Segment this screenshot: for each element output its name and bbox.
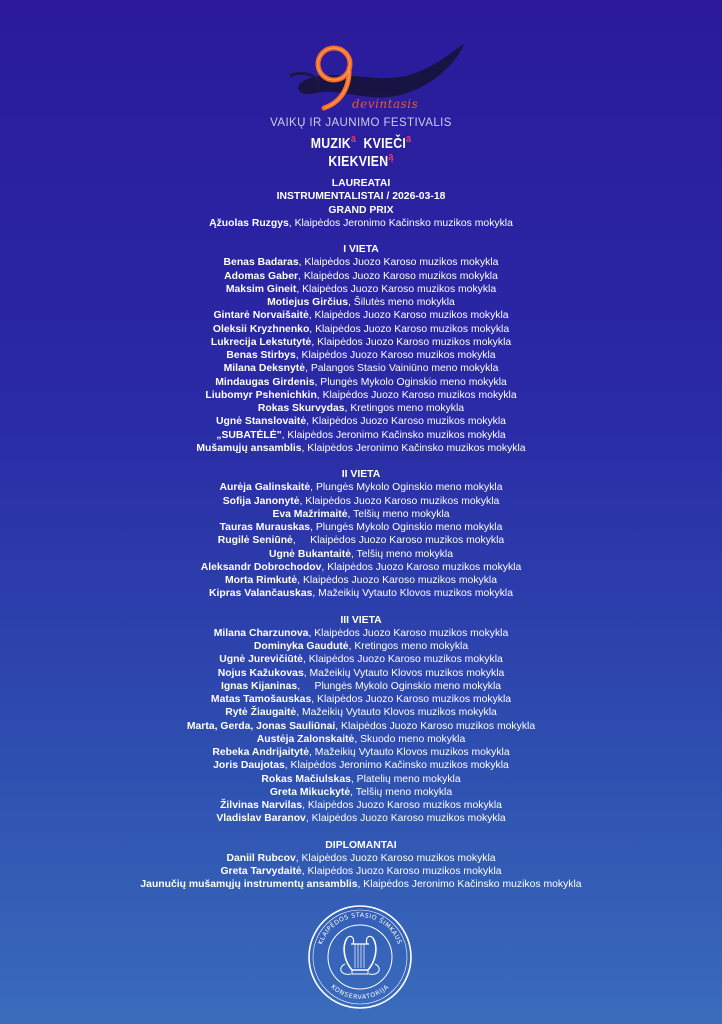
laureate-name: „SUBATĖLĖ" <box>216 429 282 441</box>
laureate-name: Liubomyr Pshenichkin <box>205 389 317 401</box>
list-item <box>0 786 722 799</box>
section-title: I VIETA <box>343 244 379 255</box>
laureate-name: Milana Charzunova <box>213 627 309 639</box>
laureate-name: Vladislav Baranov <box>216 813 306 825</box>
laureate-school: , Mažeikių Vytauto Klovos muzikos mokykla <box>312 588 513 600</box>
laureate-school: , Šilutės meno mokykla <box>348 297 455 308</box>
list-item <box>0 574 722 587</box>
laureate-school: , Klaipėdos Juozo Karoso muzikos mokykla <box>311 336 512 348</box>
list-item <box>0 256 722 269</box>
list-item <box>0 548 722 561</box>
page-title: LAUREATAI <box>331 178 391 189</box>
laureate-school: , Klaipėdos Juozo Karoso muzikos mokykla <box>298 257 499 269</box>
laureate-school: , Telšių meno mokykla <box>350 548 453 560</box>
list-item <box>0 812 722 825</box>
laureate-name: Adomas Gaber <box>224 270 299 282</box>
list-item <box>0 217 722 230</box>
list-item <box>0 349 722 362</box>
section-title: DIPLOMANTAI <box>325 839 397 851</box>
laureate-name: Ugnė Bukantaitė <box>268 548 351 560</box>
list-item <box>0 309 722 322</box>
laureate-school: , Klaipėdos Juozo Karoso muzikos mokykla <box>301 866 502 877</box>
laureate-name: Nojus Kažukovas <box>217 667 304 679</box>
laureate-school: , Platelių meno mokykla <box>350 773 461 785</box>
list-item <box>0 746 722 759</box>
laureate-school: , Klaipėdos Juozo Karoso muzikos mokykla <box>308 310 509 322</box>
list-item <box>0 640 722 653</box>
list-item <box>0 667 722 680</box>
list-item <box>0 402 722 415</box>
laureate-school: , Klaipėdos Juozo Karoso muzikos mokykla <box>302 800 502 811</box>
laureate-name: Dominyka Gaudutė <box>253 641 349 652</box>
list-item <box>0 693 722 706</box>
list-item <box>0 865 722 878</box>
laureate-school: , Klaipėdos Jeronimo Kačinsko muzikos mokykla <box>301 442 526 454</box>
laureate-name: Eva Mažrimaitė <box>272 508 348 520</box>
list-item <box>0 508 722 521</box>
laureate-school: , Klaipėdos Jeronimo Kačinsko muzikos mokykla <box>357 879 582 891</box>
logo-slogan-line1: MUZIK$^a$ KVIEČI$^a$ <box>310 133 412 152</box>
laureate-name: Daniil Rubcov <box>226 852 296 864</box>
laureate-school: , Skuodo meno mokykla <box>354 733 466 745</box>
laureate-name: Greta Tarvydaitė <box>220 866 302 877</box>
list-item <box>0 773 722 786</box>
laureate-school: , Telšių meno mokykla <box>350 786 453 798</box>
list-item <box>0 429 722 442</box>
list-item <box>0 270 722 283</box>
laureate-school: , Mažeikių Vytauto Klovos muzikos mokykla <box>303 667 505 679</box>
laureate-name: Mušamųjų ansamblis <box>196 442 302 454</box>
laureate-name: Benas Stirbys <box>226 350 296 361</box>
laureates-list <box>0 177 722 892</box>
laureate-name: Tauras Murauskas <box>219 522 311 533</box>
list-item <box>0 323 722 336</box>
laureate-school: , Klaipėdos Juozo Karoso muzikos mokykla <box>298 270 498 282</box>
list-item <box>0 799 722 812</box>
laureate-school: , Klaipėdos Juozo Karoso muzikos mokykla <box>306 416 506 428</box>
laureate-name: Mindaugas Girdenis <box>215 376 315 388</box>
list-item <box>0 561 722 574</box>
laureate-name: Rebeka Andrijaitytė <box>212 747 310 758</box>
section-title: III VIETA <box>340 614 382 626</box>
lyre-seal-icon <box>307 904 413 1010</box>
list-item <box>0 362 722 375</box>
festival-logo <box>0 30 722 180</box>
laureate-name: Austėja Zalonskaitė <box>256 733 355 745</box>
laureate-name: Oleksii Kryzhnenko <box>212 323 310 335</box>
laureate-name: Lukrecija Lekstutytė <box>210 336 312 348</box>
laureate-school: , Mažeikių Vytauto Klovos muzikos mokykla <box>309 747 510 758</box>
list-item <box>0 878 722 891</box>
laureate-name: Rokas Mačiulskas <box>261 773 351 785</box>
laureate-school: , Klaipėdos Juozo Karoso muzikos mokykla <box>295 350 496 361</box>
laureate-name: Greta Mikuckytė <box>269 786 351 798</box>
list-item <box>0 587 722 600</box>
laureate-name: Matas Tamošauskas <box>210 694 312 705</box>
logo-festival-text: VAIKŲ IR JAUNIMO FESTIVALIS <box>270 117 452 129</box>
laureate-school: , Plungės Mykolo Oginskio meno mokykla <box>310 482 503 494</box>
list-item <box>0 481 722 494</box>
list-item <box>0 759 722 772</box>
laureate-school: , Plungės Mykolo Oginskio meno mokykla <box>297 680 502 692</box>
laureate-school: , Kretingos meno mokykla <box>348 641 469 652</box>
laureate-name: Rytė Žiaugaitė <box>225 707 297 719</box>
laureate-name: Ignas Kijaninas <box>220 680 298 692</box>
page-subtitle: INSTRUMENTALISTAI / 2026-03-18 <box>276 191 446 203</box>
laureate-name: Jaunučių mušamųjų instrumentų ansamblis <box>140 879 358 891</box>
list-item <box>0 389 722 402</box>
laureate-school: , Klaipėdos Juozo Karoso muzikos mokykla <box>295 852 496 864</box>
laureate-name: Maksim Gineit <box>225 283 297 295</box>
laureate-school: , Klaipėdos Juozo Karoso muzikos mokykla <box>297 575 497 586</box>
list-item <box>0 653 722 666</box>
section-title: II VIETA <box>341 469 381 480</box>
laureate-name: Benas Badaras <box>223 257 299 269</box>
laureate-name: Motiejus Girčius <box>267 297 348 308</box>
laureate-name: Morta Rimkutė <box>225 575 298 586</box>
laureate-name: Rugilė Seniūnė <box>217 535 293 547</box>
list-item <box>0 852 722 865</box>
laureate-school: , Klaipėdos Juozo Karoso muzikos mokykla <box>292 535 505 547</box>
laureate-name: Milana Deksnytė <box>223 363 306 375</box>
laureate-name: Joris Daujotas <box>213 760 285 772</box>
list-item <box>0 680 722 693</box>
laureate-name: Gintarė Norvaišaitė <box>213 310 309 322</box>
list-item <box>0 627 722 640</box>
laureate-school: , Klaipėdos Juozo Karoso muzikos mokykla <box>302 654 503 666</box>
laureate-school: , Mažeikių Vytauto Klovos muzikos mokykla <box>296 707 497 719</box>
list-item <box>0 283 722 296</box>
list-item <box>0 706 722 719</box>
laureate-school: , Telšių meno mokykla <box>347 508 450 520</box>
list-item <box>0 733 722 746</box>
logo-slogan-line2: $KIEKVIEN^ą$ <box>328 151 394 170</box>
laureate-school: , Klaipėdos Juozo Karoso muzikos mokykla <box>308 627 509 639</box>
list-item <box>0 521 722 534</box>
laureate-name: Kipras Valančauskas <box>209 588 313 600</box>
list-item <box>0 720 722 733</box>
list-item <box>0 376 722 389</box>
list-item <box>0 415 722 428</box>
laureate-name: Marta, Gerda, Jonas Sauliūnai <box>186 720 336 732</box>
laureate-school: , Klaipėdos Juozo Karoso muzikos mokykla <box>299 495 500 507</box>
laureate-name: Aleksandr Dobrochodov <box>200 561 322 573</box>
list-item <box>0 442 722 455</box>
laureate-school: , Klaipėdos Juozo Karoso muzikos mokykla <box>311 694 512 705</box>
seal-text-bottom: KONSERVATORIJA <box>329 983 391 1002</box>
list-item <box>0 296 722 309</box>
laureate-school: , Klaipėdos Juozo Karoso muzikos mokykla <box>335 720 536 732</box>
laureate-name: Žilvinas Narvilas <box>220 800 303 811</box>
laureate-school: , Klaipėdos Jeronimo Kačinsko muzikos mokykla <box>288 217 513 229</box>
laureate-name: Ugnė Jurevičiūtė <box>219 654 303 666</box>
grand-prix-title: GRAND PRIX <box>328 204 394 216</box>
list-item <box>0 495 722 508</box>
logo-devintasis-text: devintasis <box>352 97 419 111</box>
laureate-school: , Palangos Stasio Vainiūno meno mokykla <box>305 363 499 375</box>
svg-text:KLAIPĖDOS STASIO ŠIMKAUS <box>317 912 403 946</box>
laureate-school: , Kretingos meno mokykla <box>344 403 465 414</box>
laureate-school: , Klaipėdos Juozo Karoso muzikos mokykla <box>316 389 517 401</box>
laureate-school: , Klaipėdos Juozo Karoso muzikos mokykla <box>309 323 510 335</box>
laureate-school: , Klaipėdos Jeronimo Kačinsko muzikos mokykla <box>281 429 506 441</box>
seal-text-top: KLAIPĖDOS STASIO ŠIMKAUS <box>317 911 403 946</box>
laureate-name: Aurėja Galinskaitė <box>219 482 311 494</box>
laureate-name: Ąžuolas Ruzgys <box>209 217 289 229</box>
svg-text:KONSERVATORIJA <box>329 983 390 1001</box>
laureate-school: , Plungės Mykolo Oginskio meno mokykla <box>310 522 503 533</box>
laureate-school: , Klaipėdos Juozo Karoso muzikos mokykla <box>296 283 497 295</box>
laureate-school: , Klaipėdos Jeronimo Kačinsko muzikos mokykla <box>284 760 509 772</box>
list-item <box>0 336 722 349</box>
laureate-name: Rokas Skurvydas <box>257 403 345 414</box>
laureate-school: , Plungės Mykolo Oginskio meno mokykla <box>314 376 507 388</box>
laureate-name: Ugnė Stanslovaitė <box>216 416 307 428</box>
laureate-school: , Klaipėdos Juozo Karoso muzikos mokykla <box>305 813 506 825</box>
laureate-school: , Klaipėdos Juozo Karoso muzikos mokykla <box>321 561 522 573</box>
laureate-name: Sofija Janonytė <box>222 495 300 507</box>
list-item <box>0 534 722 547</box>
